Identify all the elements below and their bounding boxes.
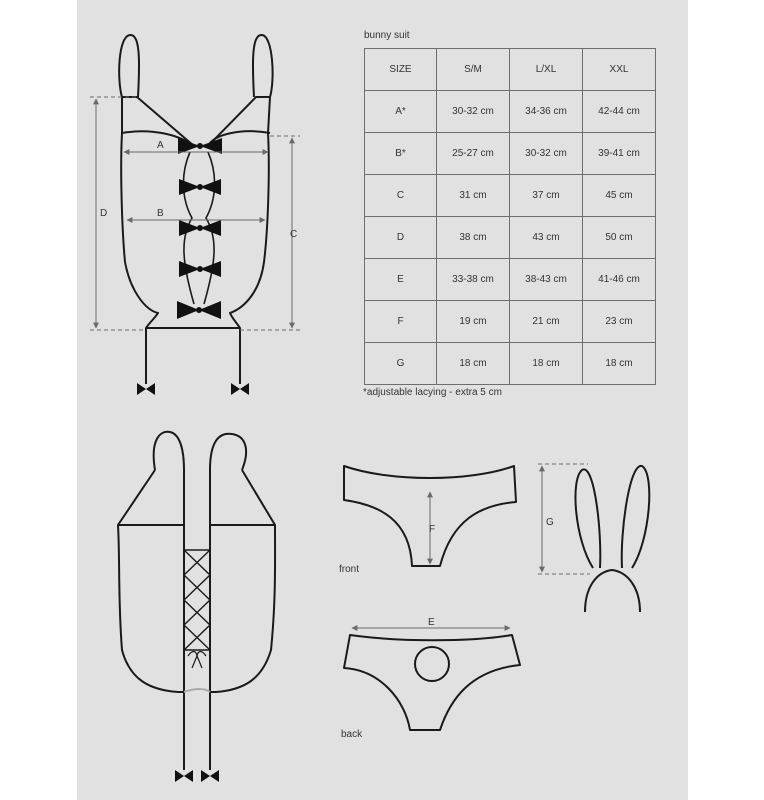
dimension-label-c: C [290, 229, 298, 240]
dimension-label-g: G [546, 517, 554, 528]
table-cell: A* [365, 91, 437, 133]
table-row [365, 301, 656, 343]
table-cell: F [365, 301, 437, 343]
table-cell: D [365, 217, 437, 259]
bunny-ears-headband-icon [575, 466, 649, 612]
table-cell: 34-36 cm [510, 91, 583, 133]
table-cell: 50 cm [583, 217, 656, 259]
table-cell: G [365, 343, 437, 385]
bow-tie-icon [175, 770, 193, 782]
size-chart-table [364, 48, 656, 385]
table-cell: 18 cm [583, 343, 656, 385]
bodysuit-front-drawing [119, 35, 272, 384]
dimension-label-e: E [428, 617, 435, 628]
table-header-cell: XXL [583, 49, 656, 91]
table-cell: 23 cm [583, 301, 656, 343]
dimension-label-b: B [157, 208, 164, 219]
table-cell: 18 cm [437, 343, 510, 385]
table-cell: 18 cm [510, 343, 583, 385]
bow-tie-icon [201, 770, 219, 782]
table-row [365, 259, 656, 301]
table-cell: 43 cm [510, 217, 583, 259]
dimension-label-d: D [100, 208, 108, 219]
table-row [365, 343, 656, 385]
bodysuit-back-drawing [118, 432, 275, 770]
briefs-back-drawing [344, 635, 520, 730]
table-cell: 30-32 cm [437, 91, 510, 133]
table-cell: 37 cm [510, 175, 583, 217]
bow-tie-icon [137, 383, 155, 395]
table-cell: 42-44 cm [583, 91, 656, 133]
table-cell: 38-43 cm [510, 259, 583, 301]
table-header-cell: L/XL [510, 49, 583, 91]
table-header-cell: SIZE [365, 49, 437, 91]
table-cell: B* [365, 133, 437, 175]
dimension-label-a: A [157, 140, 164, 151]
table-cell: 21 cm [510, 301, 583, 343]
table-header-row [365, 49, 656, 91]
table-cell: E [365, 259, 437, 301]
table-cell: 38 cm [437, 217, 510, 259]
table-cell: 41-46 cm [583, 259, 656, 301]
table-row [365, 91, 656, 133]
table-cell: 31 cm [437, 175, 510, 217]
table-cell: 25-27 cm [437, 133, 510, 175]
table-cell: 45 cm [583, 175, 656, 217]
table-cell: 39-41 cm [583, 133, 656, 175]
table-title: bunny suit [364, 30, 410, 41]
table-row [365, 133, 656, 175]
table-row [365, 175, 656, 217]
back-crotch-seam [184, 689, 210, 692]
dimension-label-f: F [429, 524, 436, 535]
table-cell: 19 cm [437, 301, 510, 343]
table-cell: C [365, 175, 437, 217]
bow-tie-icon [177, 301, 221, 319]
table-footnote: *adjustable lacying - extra 5 cm [363, 387, 502, 398]
briefs-back-caption: back [341, 729, 363, 740]
table-cell: 30-32 cm [510, 133, 583, 175]
bow-tie-icon [231, 383, 249, 395]
table-cell: 33-38 cm [437, 259, 510, 301]
table-header-cell: S/M [437, 49, 510, 91]
table-row [365, 217, 656, 259]
briefs-front-caption: front [339, 564, 360, 575]
